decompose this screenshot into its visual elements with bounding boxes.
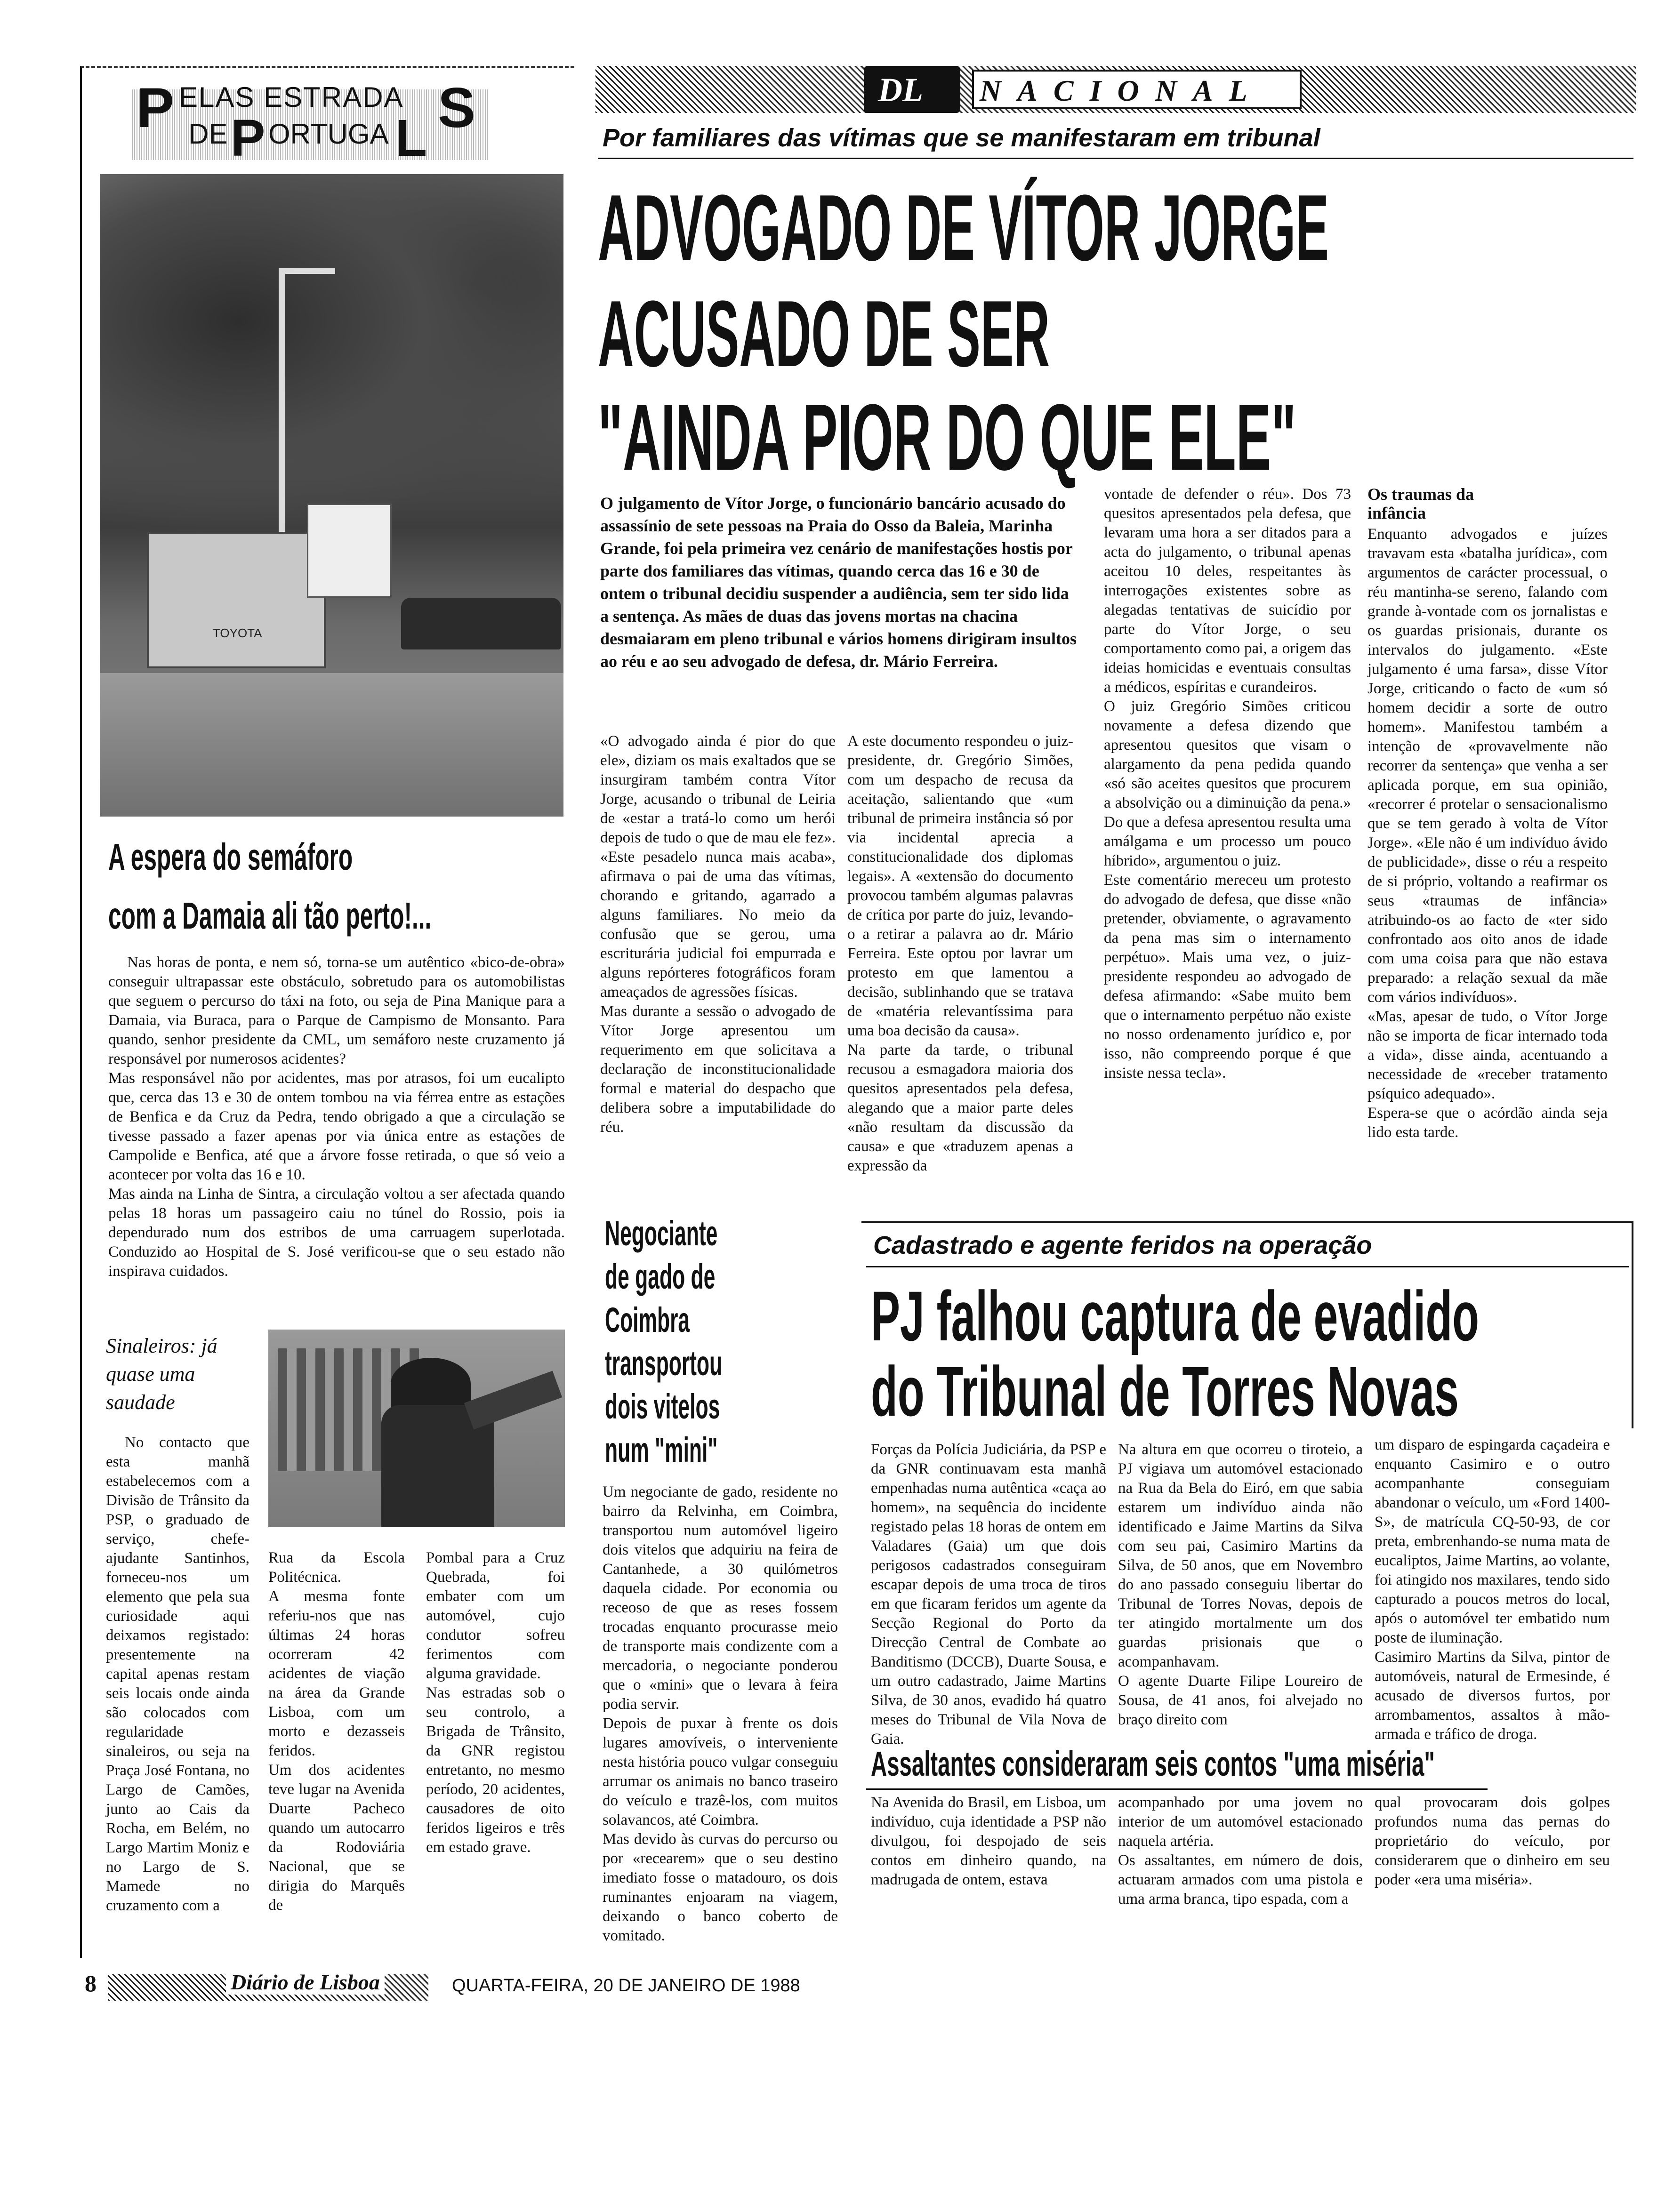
- assault-col3: qual provocaram dois golpes profundos numa das pernas do proprietário do veículo, por considerarem que o dinheiro em seu poder «era uma miséria».: [1375, 1794, 1610, 1888]
- main-kicker: Por familiares das vítimas que se manifestaram em tribunal: [603, 124, 1320, 152]
- semaphore-headline-2: com a Damaia ali tão perto!...: [108, 895, 432, 937]
- main-headline-2: ACUSADO DE SER: [598, 281, 1050, 386]
- assault-col2: acompanhado por uma jovem no interior de um automóvel estacionado naquela artéria. Os assaltantes, em número de dois, actuaram armados com uma pistola e uma arma branca, tipo espada, com a: [1118, 1794, 1363, 1907]
- sinaleiros-col1: No contacto que esta manhã estabelecemos com a Divisão de Trânsito da PSP, o graduado de serviço, chefe-ajudante Santinhos, forneceu-nos um elemento que pela sua curiosidade aqui deixamos registado: presentemente na capital apenas restam seis locais onde ainda são colocados com regularidade sinaleiros, ou seja na Praça José Fontana, no Largo de Camões, junto ao Cais da Rocha, em Belém, no Largo Martim Moniz e no Largo de S. Mamede no cruzamento com a: [106, 1434, 249, 1914]
- assault-headline: Assaltantes consideraram seis contos "uma miséria": [871, 1744, 1435, 1783]
- van-label: TOYOTA: [213, 626, 262, 640]
- road-photo: [100, 174, 563, 817]
- pj-headline-1: PJ falhou captura de evadido: [871, 1276, 1479, 1355]
- pj-kicker-rule: [866, 1266, 1629, 1267]
- main-col2: A este documento respondeu o juiz-presidente, dr. Gregório Simões, com um despacho de recusa da aceitação, salientando que «um tribunal de primeira instância só por via incidental aprecia a constitucionalidade dos diplomas legais». A «extensão do documento provocou também algumas palavras de crítica por parte do juiz, levando-o a retirar a palavra ao dr. Mário Ferreira. Este optou por lavrar um protesto em que lamentou a decisão, sublinhando que se tratava de «matéria relevantíssima para uma boa decisão da causa». Na parte da tarde, o tribunal recusou a esmagadora maioria dos quesitos apresentados pela defesa, alegando que a maior parte deles «não resultam da discussão da causa» e que «traduzem apenas a expressão da: [847, 733, 1073, 1174]
- semaphore-body: Nas horas de ponta, e nem só, torna-se um autêntico «bico-de-obra» conseguir ultrapassar este obstáculo, sobretudo para os automobilistas que seguem o percurso do táxi na foto, ou seja de Pina Manique para a Damaia, via Buraca, para o Parque de Campismo de Monsanto. Para quando, senhor presidente da CML, um semáforo neste cruzamento já responsável por numerosos acidentes? Mas responsável não por acidentes, mas por atrasos, foi um eucalipto que, cerca das 13 e 30 de ontem tombou na via férrea entre as estações de Benfica e da Cruz da Pedra, tendo obrigado a que a circulação se tivesse passado a fazer apenas por via única entre as estações de Campolide e Benfica, até que a árvore fosse retirada, o que só veio a acontecer por volta das 16 e 10. Mas ainda na Linha de Sintra, a circulação voltou a ser afectada quando pelas 18 horas um passageiro caiu no túnel do Rossio, pois ia dependurado num dos estribos de uma carruagem superlotada. Conduzido ao Hospital de S. José verificou-se que o seu estado não inspirava cuidados.: [108, 954, 565, 1280]
- semaphore-headline-1: A espera do semáforo: [108, 836, 353, 878]
- pj-box: [861, 1221, 1633, 1223]
- main-subhead-traumas: Os traumas da infância: [1367, 485, 1474, 522]
- footer-paper-name: Diário de Lisboa: [226, 1970, 385, 1995]
- kicker-rule: [598, 158, 1633, 159]
- page-number: 8: [85, 1970, 97, 1996]
- roads-logo: P ELAS ESTRADA S DE P ORTUGA L: [132, 71, 490, 169]
- main-headline-1: ADVOGADO DE VÍTOR JORGE: [598, 176, 1329, 281]
- main-lead: O julgamento de Vítor Jorge, o funcionário bancário acusado do assassínio de sete pessoas na Praia do Osso da Baleia, Marinha Grande, foi pela primeira vez cenário de manifestações hostis por parte dos familiares das vítimas, quando cerca das 16 e 30 de ontem o tribunal decidiu suspender a audiência, sem ter sido lida a sentença. As mães de duas das jovens mortas na chacina desmaiaram em pleno tribunal e vários homens dirigiram insultos ao réu e ao seu advogado de defesa, dr. Mário Ferreira.: [600, 494, 1077, 671]
- assault-col1: Na Avenida do Brasil, em Lisboa, um indivíduo, cuja identidade a PSP não divulgou, foi despojado de seis contos em dinheiro quando, na madrugada de ontem, estava: [871, 1794, 1106, 1888]
- sinaleiros-headline: Sinaleiros: já quase uma saudade: [106, 1334, 217, 1414]
- main-headline-3: "AINDA PIOR DO QUE ELE": [598, 385, 1296, 490]
- pj-col3: um disparo de espingarda caçadeira e enquanto Casimiro e o outro acompanhante conseguiam abandonar o veículo, um «Ford 1400-S», de matrícula CQ-50-93, de cor preta, embrenhando-se numa mata de eucaliptos, Jaime Martins, ao volante, foi atingido nos maxilares, tendo sido capturado a poucos metros do local, após o automóvel ter embatido num poste de iluminação. Casimiro Martins da Silva, pintor de automóveis, natural de Ermesinde, é acusado de diversos furtos, por arrombamentos, assaltos à mão-armada e tráfico de droga.: [1375, 1436, 1610, 1743]
- section-label: NACIONAL: [980, 74, 1263, 107]
- masthead-section-box: [972, 70, 1302, 109]
- main-col1: «O advogado ainda é pior do que ele», diziam os mais exaltados que se insurgiram também contra Vítor Jorge, acusando o tribunal de Leiria de «estar a tratá-lo como um herói depois de tudo o que de mau ele fez». «Este pesadelo nunca mais acaba», afirmava o pai de uma das vítimas, chorando e gritando, agarrado a alguns familiares. No meio da confusão que se gerou, uma escriturária judicial foi empurrada e alguns repórteres fotográficos foram ameaçados de agressões físicas. Mas durante a sessão o advogado de Vítor Jorge apresentou um requerimento em que solicitava a declaração de inconstitucionalidade formal e material do despacho que delibera sobre a imputabilidade do réu.: [600, 733, 836, 1136]
- pj-headline-2: do Tribunal de Torres Novas: [871, 1352, 1459, 1431]
- pj-col1: Forças da Polícia Judiciária, da PSP e da GNR continuavam esta manhã empenhadas numa autêntica «caça ao homem», na sequência do incidente registado pelas 18 horas de ontem em Valadares (Gaia) um que dois perigosos cadastrados conseguiram escapar depois de uma troca de tiros em que ficaram feridos um agente da Secção Regional do Porto da Direcção Central de Combate ao Banditismo (DCCB), Duarte Sousa, e um outro cadastrado, Jaime Martins Silva, de 30 anos, evadido há quatro meses do Tribunal de Vila Nova de Gaia.: [871, 1441, 1106, 1747]
- main-col4: Enquanto advogados e juízes travavam esta «batalha jurídica», com argumentos de carácter processual, o réu mantinha-se sereno, falando com grande à-vontade com os jornalistas e os guardas prisionais, durante os intervalos do julgamento. «Este julgamento é uma farsa», disse Vítor Jorge, criticando o facto de «um só homem decidir a sorte de outro homem». Manifestou também a intenção de «provavelmente não recorrer da sentença» que venha a ser aplicada porque, em sua opinião, «recorrer é protelar o sensacionalismo que se tem gerado à volta de Vítor Jorge». «Ele não é um indivíduo ávido de publicidade», disse o réu a respeito de si próprio, voltando a reafirmar os seus «traumas de infância» atribuindo-os ao facto de «ter sido confrontado aos oito anos de idade com uma coisa para que não estava preparado: a relação sexual da mãe com vários indivíduos». «Mas, apesar de tudo, o Vítor Jorge não se importa de ficar internado toda a vida», disse ainda, acentuando a necessidade de «receber tratamento psíquico adequado». Espera-se que o acórdão ainda seja lido esta tarde.: [1367, 526, 1608, 1141]
- pj-kicker: Cadastrado e agente feridos na operação: [873, 1231, 1372, 1259]
- sinaleiros-col2: Rua da Escola Politécnica. A mesma fonte referiu-nos que nas últimas 24 horas ocorreram 42 acidentes de viação na área da Grande Lisboa, com um morto e dezasseis feridos. Um dos acidentes teve lugar na Avenida Duarte Pacheco quando um autocarro da Rodoviária Nacional, que se dirigia do Marquês de: [268, 1549, 405, 1914]
- traffic-officer-photo: [268, 1330, 565, 1527]
- cattle-headline: [605, 1212, 774, 1472]
- pj-col2: Na altura em que ocorreu o tiroteio, a PJ vigiava um automóvel estacionado na Rua da Bela do Eiró, em que sabia estarem um indivíduo ainda não identificado e Jaime Martins da Silva com seu pai, Casimiro Martins da Silva, de 50 anos, que em Novembro do ano passado conseguiu libertar do Tribunal de Torres Novas, depois de ter atingido mortalmente um dos guardas prisionais que o acompanhavam. O agente Duarte Filipe Loureiro de Sousa, de 41 anos, foi alvejado no braço direito com: [1118, 1441, 1363, 1728]
- footer-date: QUARTA-FEIRA, 20 DE JANEIRO DE 1988: [452, 1976, 800, 1996]
- cattle-body: Um negociante de gado, residente no bairro da Relvinha, em Coimbra, transportou num automóvel ligeiro dois vitelos que adquiriu na feira de Cantanhede, a 30 quilómetros daquela cidade. Por economia ou receoso de que as reses fossem trocadas enquanto procurasse meio de transporte mais condizente com a mercadoria, o negociante ponderou que o «mini» que o levara à feira podia servir. Depois de puxar à frente os dois lugares amovíveis, o interveniente nesta história pouco vulgar conseguiu arrumar os animais no banco traseiro do veículo e trazê-los, com muitos solavancos, até Coimbra. Mas devido às curvas do percurso ou por «recearem» que o seu destino imediato fosse o matadouro, os dois ruminantes enjoaram na viagem, deixando o banco coberto de vomitado.: [603, 1483, 838, 1944]
- masthead-logo: DL: [864, 66, 960, 113]
- cattle-headline-text: Negociante de gado de Coimbra transportou dois vitelos num "mini": [605, 1214, 723, 1469]
- main-col3: vontade de defender o réu». Dos 73 quesitos apresentados pela defesa, que levaram uma hora a ser ditados para a acta do julgamento, o tribunal apenas aceitou 10 deles, respeitantes às interrogações existentes sobre as alegadas tentativas de suicídio por parte do Vítor Jorge, o seu comportamento como pai, a origem das ideias homicidas e eventuais consultas a médicos, espíritas e curandeiros. O juiz Gregório Simões criticou novamente a defesa dizendo que apresentou quesitos que visam o alargamento da pena pedida quando «só são aceites quesitos que procurem a absolvição ou a diminuição da pena.» Do que a defesa apresentou resulta uma amálgama e um processo um pouco híbrido», argumentou o juiz. Este comentário mereceu um protesto do advogado de defesa, que disse «não pretender, obviamente, o agravamento da pena mas sim o internamento perpétuo». Mais uma vez, o juiz-presidente respondeu ao advogado de defesa afirmando: «Sabe muito bem que o internamento perpétuo não existe no nosso ordenamento jurídico e, por isso, não compreendo porque é que insiste nessa tecla».: [1104, 486, 1351, 1082]
- sinaleiros-col3: Pombal para a Cruz Quebrada, foi embater com um automóvel, cujo condutor sofreu ferimentos com alguma gravidade. Nas estradas sob o seu controlo, a Brigada de Trânsito, da GNR registou entretanto, no mesmo período, 20 acidentes, causadores de oito feridos ligeiros e três em estado grave.: [426, 1549, 565, 1856]
